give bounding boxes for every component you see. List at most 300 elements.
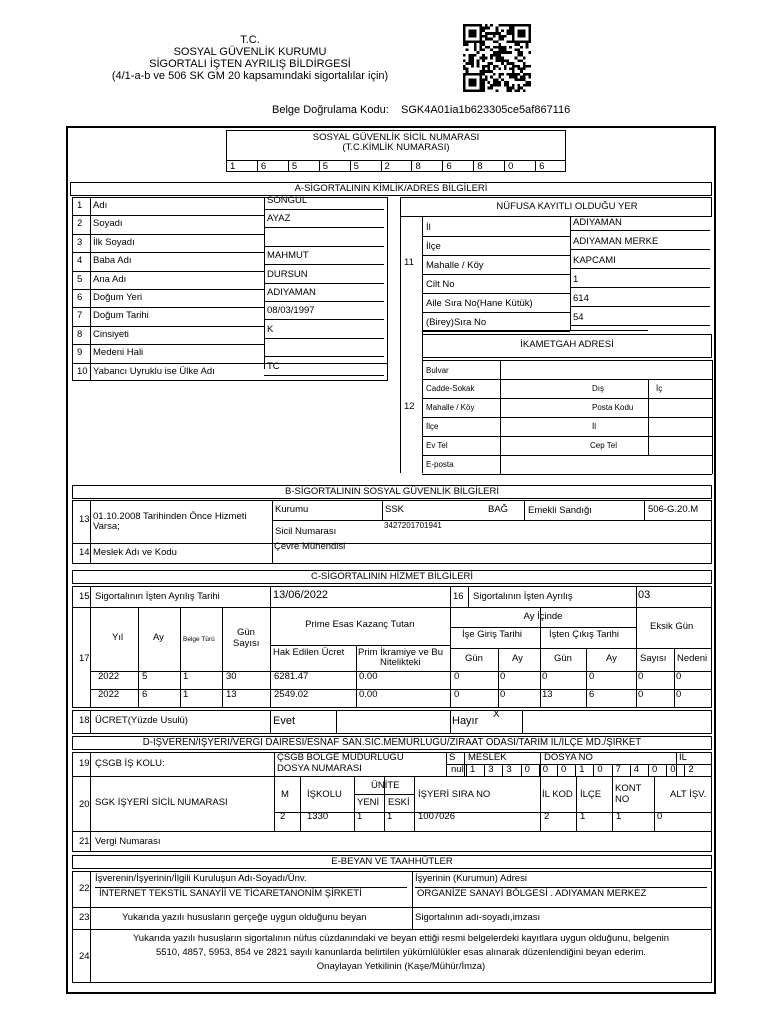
qr-module [523,29,526,32]
qr-module [468,89,471,92]
qr-module [515,24,518,27]
qr-module [474,78,477,81]
qr-module [504,81,507,84]
service-col-line [356,645,357,708]
kurumu-label: Kurumu [275,504,309,515]
qr-module [477,89,480,92]
identity-row-label: Adı [93,200,108,211]
qr-module [463,81,466,84]
row14-number: 14 [79,547,90,558]
qr-module [509,24,512,27]
qr-module [496,65,499,68]
qr-module [468,54,471,57]
qr-module [477,24,480,27]
qr-module [520,32,523,35]
nufus-value-underline [570,268,710,269]
qr-module [471,65,474,68]
nufus-value-underline [570,249,710,250]
file-digit-divider [575,764,576,776]
qr-module [512,38,515,41]
identity-row-number: 2 [77,218,83,230]
qr-module [517,59,520,62]
evet-option: Evet [273,715,296,727]
col-giris-ay: Ay [512,653,523,664]
qr-module [509,89,512,92]
file-digit-divider [466,764,467,776]
qr-module [482,70,485,73]
qr-module [482,40,485,43]
qr-module [526,81,529,84]
qr-module [501,24,504,27]
ikamet-row-line [422,436,712,437]
qr-module [487,46,490,49]
qr-module [528,84,531,87]
qr-module [517,29,520,32]
qr-module [487,70,490,73]
qr-module [474,24,477,27]
qr-module [517,68,520,71]
header-form-title: SİGORTALI İŞTEN AYRILIŞ BİLDİRGESİ [149,58,351,70]
qr-module [526,24,529,27]
qr-module [490,38,493,41]
qr-module [520,70,523,73]
qr-module [477,59,480,62]
registry-col-line [300,776,301,831]
col-ikramiye-header-cont: Nitelikteki [380,657,421,668]
file-digit-divider [484,764,485,776]
file-digit-divider [612,764,613,776]
qr-module [496,78,499,81]
qr-module [482,89,485,92]
qr-module [490,32,493,35]
ikamet-posta-label: Posta Kodu [592,403,634,412]
ikamet-row-line [422,474,712,475]
qr-module [504,24,507,27]
identity-row-line [72,215,264,216]
qr-module [463,68,466,71]
qr-module [479,81,482,84]
qr-module [485,70,488,73]
row14-label: Meslek Adı ve Kodu [93,547,177,558]
qr-module [512,73,515,76]
qr-module [474,35,477,38]
service-cell: 1 [183,671,189,682]
qr-module [468,29,471,32]
row18-number: 18 [79,715,90,726]
qr-module [479,57,482,60]
header-tc: T.C. [240,34,260,46]
qr-module [520,76,523,79]
qr-module [479,46,482,49]
qr-module [479,40,482,43]
qr-module [496,54,499,57]
nufus-row-line [422,293,570,294]
identity-row-value: SONGÜL [267,195,308,206]
qr-module [507,73,510,76]
identity-value-underline [264,209,384,210]
file-digit: 7 [615,764,621,775]
qr-module [498,51,501,54]
qr-module [528,35,531,38]
nufus-row-line [422,312,570,313]
qr-module [482,68,485,71]
identity-row-number: 8 [77,328,83,340]
qr-module [482,27,485,30]
qr-module [482,43,485,46]
qr-module [485,38,488,41]
registry-col-line [540,776,541,831]
sicil-digit-divider [257,160,258,172]
qr-module [526,73,529,76]
nufus-row-line [422,255,570,256]
qr-module [526,40,529,43]
qr-module [523,76,526,79]
qr-module [520,46,523,49]
qr-module [471,81,474,84]
registry-value: 1330 [307,811,329,822]
qr-module [507,40,510,43]
qr-module [474,29,477,32]
file-digit: 4 [633,764,640,775]
qr-module [482,87,485,90]
qr-module [466,62,469,65]
qr-module [504,48,507,51]
col-ay-header: Ay [153,632,164,643]
identity-value-underline [264,375,384,376]
qr-module [517,87,520,90]
registry-value: 0 [657,811,663,822]
sicil-digit-divider [504,160,505,172]
qr-module [517,84,520,87]
service-cell: 6 [589,689,595,700]
nufus-row-number: 11 [404,257,414,268]
qr-module [517,65,520,68]
qr-module [515,89,518,92]
qr-module [523,89,526,92]
registry-value: 1 [357,811,363,822]
file-digit: 3 [506,764,512,775]
qr-module [482,35,485,38]
qr-module [479,89,482,92]
qr-module [528,38,531,41]
qr-module [479,35,482,38]
service-col-line [674,648,675,708]
identity-row-line [72,326,264,327]
file-digit: 1 [470,764,476,775]
qr-module [498,43,501,46]
ikamet-ic-label: İç [656,384,663,393]
qr-module [490,57,493,60]
ikamet-row-number: 12 [404,401,415,412]
qr-module [509,87,512,90]
qr-module [509,40,512,43]
qr-module [463,38,466,41]
qr-module [493,35,496,38]
identity-row-number: 9 [77,347,83,359]
qr-module [507,51,510,54]
ikamet-cadde-label: Cadde-Sokak [426,384,475,393]
identity-row-label: Medeni Hali [93,347,144,359]
sicil-digit: 5 [353,161,359,172]
registry-col-line [354,776,355,831]
nufus-row-line [422,274,570,275]
s-label: S [449,752,456,763]
registry-value: 1 [387,811,393,822]
file-digit: 0 [524,764,530,775]
row21-label: Vergi Numarası [95,836,161,847]
qr-module [517,54,520,57]
qr-module [466,73,469,76]
qr-module [512,62,515,65]
qr-module [507,62,510,65]
qr-module [466,70,469,73]
qr-module [512,24,515,27]
qr-module [479,43,482,46]
qr-module [520,87,523,90]
qr-module [515,73,518,76]
qr-module [515,40,518,43]
identity-row-value: DURSUN [267,268,308,280]
qr-module [504,59,507,62]
sicil-digit: 8 [477,161,483,172]
sicil-digit-divider [411,160,412,172]
nufus-value-underline [570,287,710,288]
ikamet-il-label: İl [592,422,596,431]
identity-row-number: 10 [77,365,88,377]
qr-module [517,48,520,51]
col-belge-header: Belge Türü [183,636,215,643]
qr-module [490,87,493,90]
dosya-no-label: DOSYA NO [544,752,593,763]
sicil-digit: 1 [230,161,236,172]
file-digit-divider [521,764,522,776]
header-institution: SOSYAL GÜVENLİK KURUMU [173,46,327,58]
row20-label: SGK İŞYERİ SİCİL NUMARASI [95,797,228,808]
qr-module [474,54,477,57]
qr-module [504,68,507,71]
identity-row-number: 3 [77,236,83,248]
qr-module [498,46,501,49]
qr-module [509,73,512,76]
sicil-subtitle: (T.C.KİMLİK NUMARASI) [342,142,450,153]
section-c-title: C-SİGORTALININ HİZMET BİLGİLERİ [72,570,712,584]
emekli-label: Emekli Sandığı [528,505,592,516]
qr-module [528,32,531,35]
row16-value: 03 [638,589,651,601]
qr-module [468,57,471,60]
service-cell: 30 [226,671,237,682]
qr-module [520,51,523,54]
ikamet-eposta-label: E-posta [426,460,454,469]
qr-module [515,57,518,60]
qr-module [507,87,510,90]
qr-module [493,65,496,68]
qr-module [477,40,480,43]
ikamet-divider [648,379,649,455]
qr-module [479,48,482,51]
service-cell: 13 [226,689,237,700]
nufus-row-value: 1 [573,274,579,285]
qr-module [474,73,477,76]
section-d-title: D-İŞVEREN/İŞYERİ/VERGİ DAİRESİ/ESNAF SAN.SİC.MEMURLUĞU/ZİRAAT ODASI/TARIM İL/İLÇE MD./ŞİRKET [72,736,712,750]
qr-module [485,24,488,27]
row19-label: ÇSGB İŞ KOLU: [95,758,165,769]
qr-module [471,62,474,65]
sicil-digit-divider [350,160,351,172]
qr-module [479,38,482,41]
qr-module [479,32,482,35]
ikamet-row-line [422,360,712,361]
row24-text-line1: Yukarıda yazılı hususların sigortalının nüfus cüzdanındaki ve beyan ettiği resmi belgelerdeki kayıtlara uygun olduğunu, belgenin [132,933,670,944]
qr-module [501,73,504,76]
nufus-value-underline [570,306,710,307]
nufus-title: NÜFUSA KAYITLI OLDUĞU YER [496,201,638,212]
sicil-digit-divider [442,160,443,172]
ikamet-title: İKAMETGAH ADRESİ [520,339,614,350]
file-digit-divider [540,752,541,776]
ikamet-row-line [422,455,712,456]
identity-value-underline [264,264,384,265]
identity-row-value: AYAZ [267,213,291,225]
file-digit: 0 [542,764,549,775]
qr-module [526,46,529,49]
qr-module [463,43,466,46]
file-digit: 3 [488,764,494,775]
g20-label: 506-G.20.M [648,504,699,515]
qr-module [468,24,471,27]
qr-module [496,46,499,49]
service-cell: 0 [500,689,506,700]
ikamet-divider [500,360,501,474]
qr-module [498,57,501,60]
qr-module [468,78,471,81]
qr-module [520,35,523,38]
sicil-no-value: 3427201701941 [384,521,442,530]
registry-m-header: M [281,789,289,800]
file-digit: 0 [561,764,567,775]
qr-module [471,78,474,81]
registry-header-line [354,794,414,795]
section-a-title: A-SİGORTALININ KİMLİK/ADRES BİLGİLERİ [70,182,712,196]
sicil-title: SOSYAL GÜVENLİK SİCİL NUMARASI [312,132,480,143]
qr-module [512,87,515,90]
identity-row-value: ADIYAMAN [267,287,316,298]
qr-module [523,35,526,38]
qr-module [526,43,529,46]
row13-label-cont: Varsa; [93,521,120,532]
qr-module [493,78,496,81]
qr-module [517,24,520,27]
identity-row-label: Cinsiyeti [93,328,129,340]
sicil-digit: 6 [539,161,545,172]
identity-row-line [72,289,264,290]
qr-module [512,35,515,38]
qr-module [501,59,504,62]
registry-col-line [576,776,577,831]
registry-col-line [612,776,613,831]
qr-module [509,68,512,71]
registry-sira-header: İŞYERİ SIRA NO [418,789,491,800]
service-col-line [222,607,223,708]
ikamet-ilce-label: İlçe [426,422,439,431]
qr-module [523,78,526,81]
qr-module [490,84,493,87]
registry-col-line [414,776,415,831]
identity-row-label: Doğum Tarihi [93,310,149,322]
qr-module [468,62,471,65]
service-cell: 2549.02 [274,689,309,700]
row22-employer-label: İşverenin/İşyerinin/İlgili Kuruluşun Adı-Soyadı/Ünv. [95,873,307,884]
qr-module [520,78,523,81]
registry-iskolu-header: İŞKOLU [307,789,342,800]
qr-module [528,81,531,84]
qr-module [466,68,469,71]
qr-module [463,27,466,30]
qr-module [515,78,518,81]
nufus-row-line [422,331,570,332]
nufus-row-value: KAPCAMI [573,255,616,266]
service-col-line [540,627,541,648]
nufus-row-value: ADIYAMAN MERKE [573,236,659,247]
qr-module [463,87,466,90]
qr-module [517,43,520,46]
file-digit-divider [630,764,631,776]
nufus-divider [570,217,571,331]
qr-module [466,24,469,27]
registry-altisv-header: ALT İŞV. [670,789,707,800]
qr-module [512,27,515,30]
qr-module [520,59,523,62]
meslek-label: MESLEK [468,752,507,763]
service-cell: 13 [542,689,553,700]
qr-module [482,57,485,60]
qr-module [504,84,507,87]
registry-value-line [274,812,712,813]
qr-module [485,35,488,38]
qr-module [493,81,496,84]
file-digit-divider [648,764,649,776]
service-cell: 6281.47 [274,671,309,682]
qr-module [482,48,485,51]
row22-number: 22 [79,883,90,894]
qr-module [479,29,482,32]
identity-row-number: 7 [77,310,83,322]
qr-module [504,35,507,38]
qr-module [468,32,471,35]
qr-module [479,24,482,27]
row22-address-label: İşyerinin (Kurumun) Adresi [415,873,527,884]
nufus-row-label: (Birey)Sıra No [426,317,487,328]
qr-module [515,43,518,46]
qr-module [493,40,496,43]
qr-module [504,65,507,68]
qr-module [468,59,471,62]
row19-file-label: DOSYA NUMARASI [277,763,362,774]
qr-module [487,87,490,90]
service-cell: 0 [638,689,644,700]
qr-module [466,40,469,43]
row22-employer-value: İNTERNET TEKSTİL SANAYİİ VE TİCARETANONİM ŞİRKETİ [99,888,362,899]
verify-code: SGK4A01ia1b623305ce5af867116 [401,104,571,116]
identity-row-value: MAHMUT [267,250,309,262]
row15-number: 15 [79,591,90,602]
qr-module [509,46,512,49]
identity-row-label: Baba Adı [93,255,132,267]
qr-module [485,78,488,81]
row18-label: ÜCRET(Yüzde Usulü) [95,715,188,726]
registry-unite-header: ÜNİTE [371,780,400,791]
header-form-subtitle: (4/1-a-b ve 506 SK GM 20 kapsamındaki sigortalılar için) [111,70,389,82]
